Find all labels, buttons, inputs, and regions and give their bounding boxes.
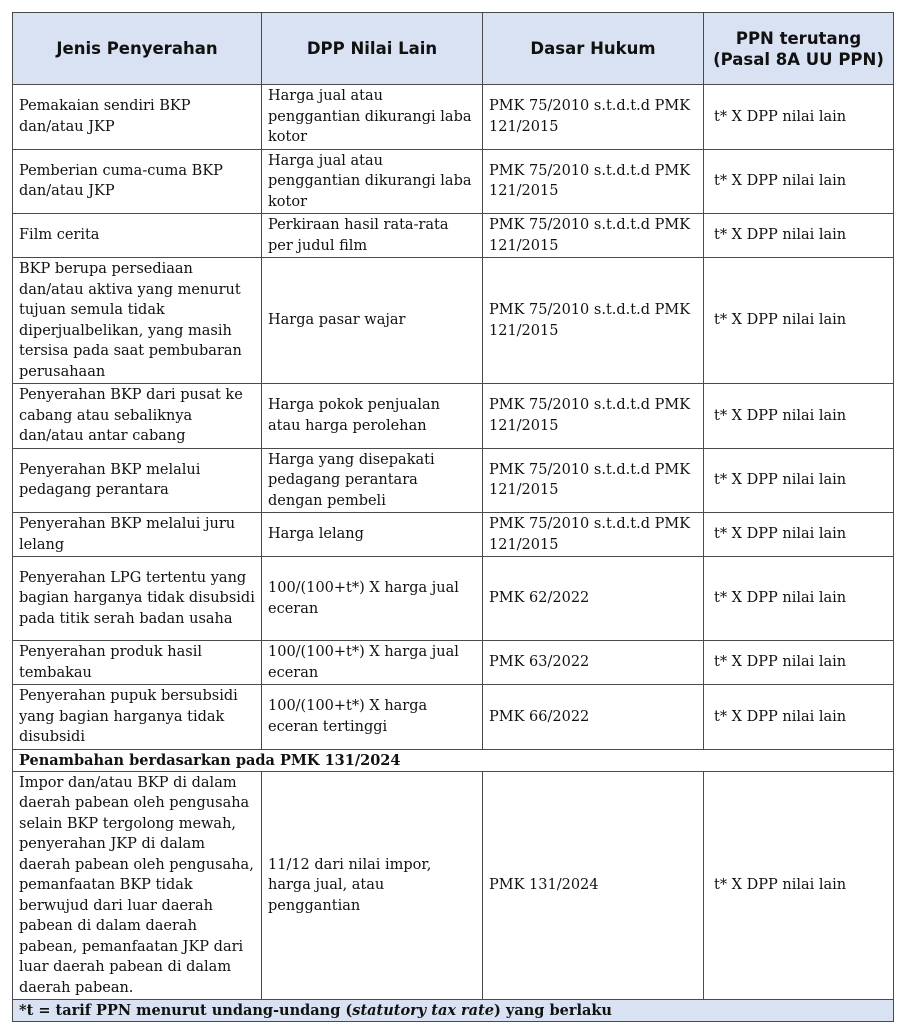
cell-ppn: t* X DPP nilai lain (704, 557, 894, 641)
cell-jenis: Impor dan/atau BKP di dalam daerah pabean oleh pengusaha selain BKP tergolong mewah, penyerahan JKP di dalam daerah pabean oleh pengusaha, pemanfaatan BKP tidak berwujud dari luar daerah pabean di dalam daerah pabean, pemanfaatan JKP dari luar daerah pabean di dalam daerah pabean. (13, 771, 262, 1000)
cell-jenis: Penyerahan produk hasil tembakau (13, 641, 262, 685)
cell-dpp: Harga jual atau penggantian dikurangi laba kotor (262, 85, 483, 150)
cell-dpp: Harga pokok penjualan atau harga perolehan (262, 384, 483, 449)
footnote-row (13, 1000, 894, 1022)
header-dpp-nilai-lain: DPP Nilai Lain (262, 13, 483, 85)
cell-dasar: PMK 131/2024 (483, 771, 704, 1000)
section-title: Penambahan berdasarkan pada PMK 131/2024 (13, 749, 894, 771)
header-jenis-penyerahan: Jenis Penyerahan (13, 13, 262, 85)
cell-jenis: Penyerahan pupuk bersubsidi yang bagian harganya tidak disubsidi (13, 685, 262, 750)
footnote-prefix: *t = tarif PPN menurut undang-undang ( (19, 1002, 353, 1019)
cell-dasar: PMK 75/2010 s.t.d.t.d PMK 121/2015 (483, 448, 704, 513)
cell-dpp: 11/12 dari nilai impor, harga jual, atau penggantian (262, 771, 483, 1000)
table-row (13, 384, 894, 449)
footnote (13, 1000, 894, 1022)
cell-ppn: t* X DPP nilai lain (704, 384, 894, 449)
cell-dasar: PMK 75/2010 s.t.d.t.d PMK 121/2015 (483, 149, 704, 214)
cell-jenis: Penyerahan LPG tertentu yang bagian harganya tidak disubsidi pada titik serah badan usaha (13, 557, 262, 641)
header-dasar-hukum: Dasar Hukum (483, 13, 704, 85)
cell-dpp: Harga yang disepakati pedagang perantara dengan pembeli (262, 448, 483, 513)
footnote-italic: statutory tax rate (352, 1002, 495, 1019)
table-row (13, 85, 894, 150)
header-ppn-terutang: PPN terutang (Pasal 8A UU PPN) (704, 13, 894, 85)
table-row (13, 448, 894, 513)
cell-jenis: Pemakaian sendiri BKP dan/atau JKP (13, 85, 262, 150)
cell-jenis: Penyerahan BKP dari pusat ke cabang atau sebaliknya dan/atau antar cabang (13, 384, 262, 449)
cell-jenis: Penyerahan BKP melalui juru lelang (13, 513, 262, 557)
cell-jenis: Pemberian cuma-cuma BKP dan/atau JKP (13, 149, 262, 214)
cell-dasar: PMK 66/2022 (483, 685, 704, 750)
table-row (13, 214, 894, 258)
table-row (13, 685, 894, 750)
cell-jenis: Film cerita (13, 214, 262, 258)
cell-dpp: Harga lelang (262, 513, 483, 557)
cell-dasar: PMK 75/2010 s.t.d.t.d PMK 121/2015 (483, 214, 704, 258)
cell-dasar: PMK 75/2010 s.t.d.t.d PMK 121/2015 (483, 513, 704, 557)
cell-dasar: PMK 75/2010 s.t.d.t.d PMK 121/2015 (483, 258, 704, 384)
cell-dasar: PMK 62/2022 (483, 557, 704, 641)
cell-dasar: PMK 75/2010 s.t.d.t.d PMK 121/2015 (483, 384, 704, 449)
cell-jenis: BKP berupa persediaan dan/atau aktiva yang menurut tujuan semula tidak diperjualbelikan, yang masih tersisa pada saat pembubaran perusahaan (13, 258, 262, 384)
cell-dasar: PMK 75/2010 s.t.d.t.d PMK 121/2015 (483, 85, 704, 150)
cell-ppn: t* X DPP nilai lain (704, 685, 894, 750)
cell-ppn: t* X DPP nilai lain (704, 448, 894, 513)
table-row (13, 641, 894, 685)
cell-ppn: t* X DPP nilai lain (704, 771, 894, 1000)
cell-ppn: t* X DPP nilai lain (704, 149, 894, 214)
cell-dpp: Harga jual atau penggantian dikurangi laba kotor (262, 149, 483, 214)
table-row (13, 258, 894, 384)
cell-ppn: t* X DPP nilai lain (704, 513, 894, 557)
cell-ppn: t* X DPP nilai lain (704, 214, 894, 258)
table-row (13, 149, 894, 214)
table-row (13, 557, 894, 641)
ppn-dpp-table (12, 12, 894, 1022)
cell-dpp: 100/(100+t*) X harga eceran tertinggi (262, 685, 483, 750)
cell-dpp: 100/(100+t*) X harga jual eceran (262, 557, 483, 641)
cell-dpp: 100/(100+t*) X harga jual eceran (262, 641, 483, 685)
cell-ppn: t* X DPP nilai lain (704, 85, 894, 150)
table-row (13, 771, 894, 1000)
table-row (13, 513, 894, 557)
section-row (13, 749, 894, 771)
cell-dpp: Harga pasar wajar (262, 258, 483, 384)
cell-jenis: Penyerahan BKP melalui pedagang perantara (13, 448, 262, 513)
header-row (13, 13, 894, 85)
cell-dasar: PMK 63/2022 (483, 641, 704, 685)
cell-ppn: t* X DPP nilai lain (704, 641, 894, 685)
cell-dpp: Perkiraan hasil rata-rata per judul film (262, 214, 483, 258)
cell-ppn: t* X DPP nilai lain (704, 258, 894, 384)
footnote-suffix: ) yang berlaku (494, 1002, 612, 1019)
